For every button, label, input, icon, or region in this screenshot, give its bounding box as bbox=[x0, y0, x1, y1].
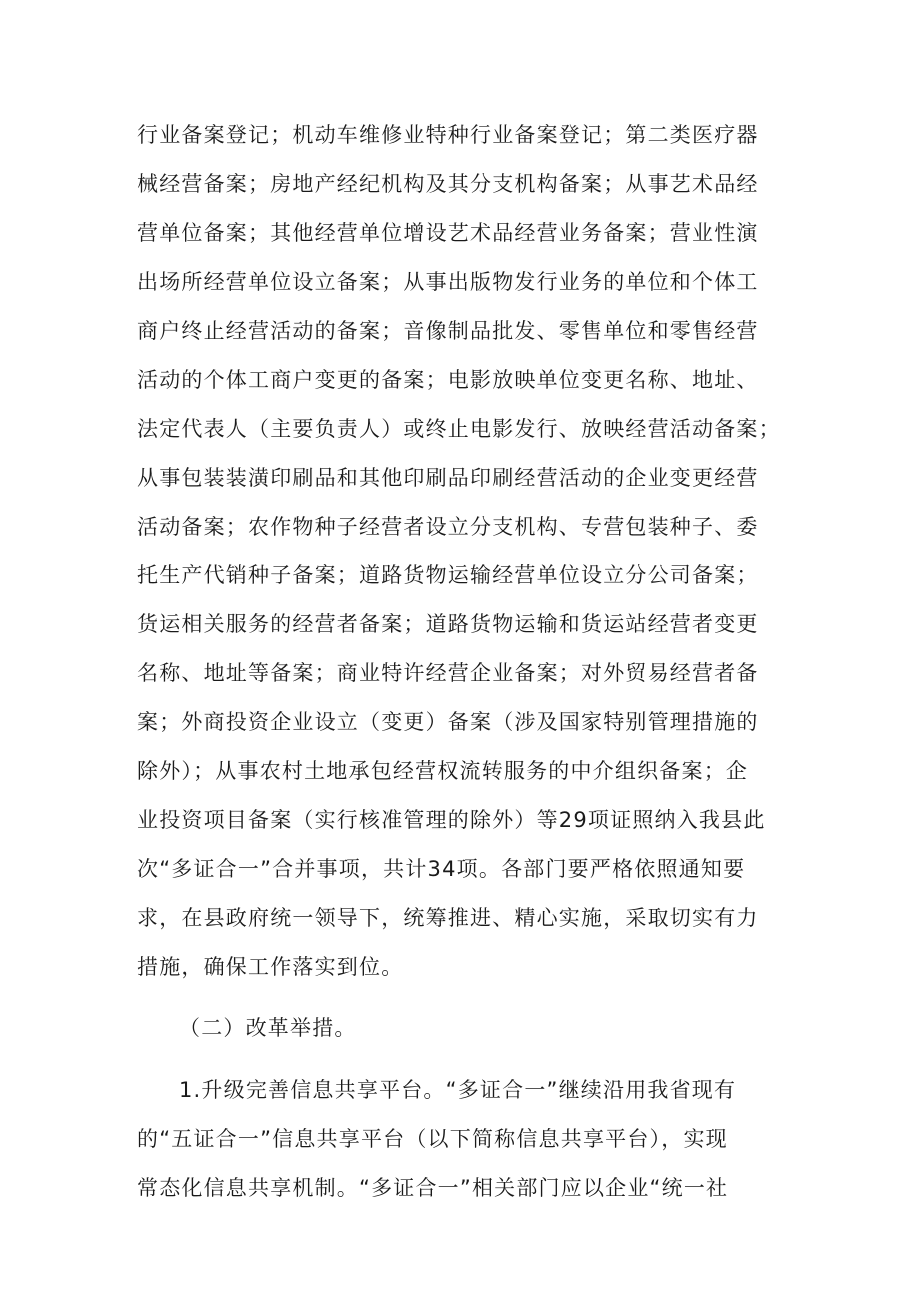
text-line: 除外）；从事农村土地承包经营权流转服务的中介组织备案；企 bbox=[137, 759, 749, 783]
text-line: 活动的个体工商户变更的备案；电影放映单位变更名称、地址、 bbox=[137, 368, 759, 392]
text-line: 行业备案登记；机动车维修业特种行业备案登记；第二类医疗器 bbox=[137, 123, 759, 147]
text-line: 械经营备案；房地产经纪机构及其分支机构备案；从事艺术品经 bbox=[137, 172, 759, 196]
text-line: 活动备案；农作物种子经营者设立分支机构、专营包装种子、委 bbox=[137, 515, 759, 539]
text-line: 常态化信息共享机制。“多证合一”相关部门应以企业“统一社 bbox=[137, 1176, 729, 1200]
text-line: 从事包装装潢印刷品和其他印刷品印刷经营活动的企业变更经营 bbox=[137, 466, 759, 490]
text-line: 法定代表人（主要负责人）或终止电影发行、放映经营活动备案； bbox=[137, 417, 781, 441]
text-line: 商户终止经营活动的备案；音像制品批发、零售单位和零售经营 bbox=[137, 319, 759, 343]
text-line: 营单位备案；其他经营单位增设艺术品经营业务备案；营业性演 bbox=[137, 221, 759, 245]
subsection-heading: 1.升级完善信息共享平台。“多证合一”继续沿用我省现有 bbox=[179, 1078, 737, 1102]
text-line: 的“五证合一”信息共享平台（以下简称信息共享平台），实现 bbox=[137, 1127, 728, 1151]
text-line: 名称、地址等备案；商业特许经营企业备案；对外贸易经营者备 bbox=[137, 661, 759, 685]
text-line: 业投资项目备案（实行核准管理的除外）等29项证照纳入我县此 bbox=[137, 808, 766, 832]
text-line: 措施，确保工作落实到位。 bbox=[137, 955, 404, 979]
section-heading: （二）改革举措。 bbox=[179, 1016, 357, 1040]
text-line: 案；外商投资企业设立（变更）备案（涉及国家特别管理措施的 bbox=[137, 710, 759, 734]
text-line: 货运相关服务的经营者备案；道路货物运输和货运站经营者变更 bbox=[137, 612, 759, 636]
text-line: 托生产代销种子备案；道路货物运输经营单位设立分公司备案； bbox=[137, 563, 759, 587]
text-line: 求，在县政府统一领导下，统筹推进、精心实施，采取切实有力 bbox=[137, 906, 759, 930]
text-line: 出场所经营单位设立备案；从事出版物发行业务的单位和个体工 bbox=[137, 270, 759, 294]
text-line: 次“多证合一”合并事项，共计34项。各部门要严格依照通知要 bbox=[137, 857, 746, 881]
